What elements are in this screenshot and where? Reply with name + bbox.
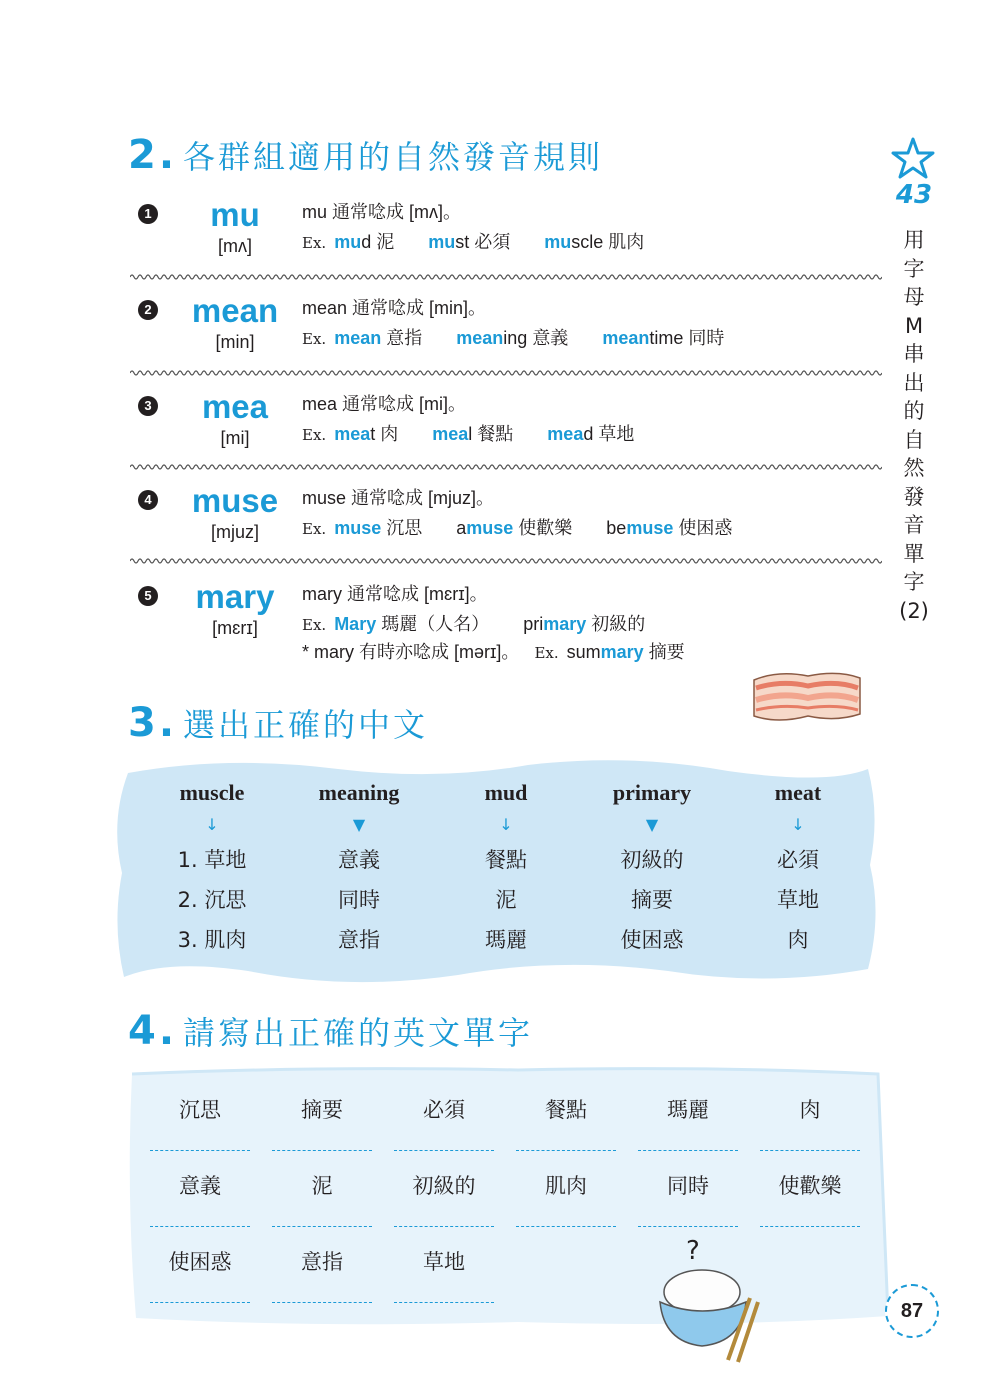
example-highlight: mary (600, 642, 644, 662)
rule-ipa: [mi] (220, 428, 250, 448)
rule-description: mean 通常唸成 [min]。 (302, 298, 487, 318)
rule-note (302, 638, 685, 664)
rule-ipa: [min] (215, 332, 255, 352)
rule-letter-group: mean (191, 292, 279, 329)
example-word (334, 228, 394, 254)
example-meaning: 使困惑 (678, 518, 733, 538)
prompt-word: 泥 (311, 1174, 333, 1198)
wavy-divider (130, 368, 882, 378)
answer-blank[interactable] (150, 1226, 250, 1227)
answer-blank[interactable] (394, 1150, 494, 1151)
example-suffix: st (455, 232, 470, 252)
example-meaning: 草地 (598, 424, 635, 444)
choice-word: muscle (179, 780, 245, 805)
ex-label: Ex. (534, 644, 559, 662)
prompt-word: 肌肉 (545, 1174, 587, 1198)
prompt-word: 摘要 (301, 1098, 343, 1122)
wavy-divider (130, 272, 882, 282)
choice-word: primary (612, 780, 692, 805)
choice-option[interactable]: 3. 肌肉 (177, 928, 247, 952)
prompt-word: 初級的 (412, 1174, 476, 1198)
rule-examples (302, 610, 679, 636)
down-arrow-icon: ↓ (791, 815, 805, 834)
example-word (334, 610, 489, 636)
example-meaning: 肌肉 (608, 232, 645, 252)
example-highlight: mu (334, 232, 362, 252)
choice-option[interactable]: 初級的 (620, 848, 684, 872)
rule-letter-group: mu (210, 196, 260, 233)
prompt-word: 沉思 (179, 1098, 221, 1122)
choice-column-mud (436, 780, 576, 960)
example-word (606, 514, 732, 540)
example-meaning: 意義 (532, 328, 569, 348)
prompt-word: 餐點 (545, 1098, 587, 1122)
answer-blank[interactable] (394, 1226, 494, 1227)
answer-blank[interactable] (516, 1226, 616, 1227)
unit-title-char: 字 (903, 256, 925, 281)
unit-title-char: 發 (903, 484, 925, 509)
star-icon (890, 136, 936, 182)
example-word (334, 324, 422, 350)
unit-title-char: 音 (903, 513, 925, 537)
example-suffix: time (649, 328, 684, 348)
question-mark: ? (686, 1236, 700, 1266)
example-highlight: muse (466, 518, 514, 538)
section-4-title: 4. 請寫出正確的英文單字 (128, 1008, 534, 1054)
unit-title-char: 母 (903, 285, 925, 309)
choice-option[interactable]: 意義 (338, 848, 380, 872)
example-prefix: be (606, 518, 627, 538)
example-highlight: Mary (334, 614, 377, 634)
rule-examples (302, 228, 678, 254)
example-highlight: muse (334, 518, 382, 538)
choice-option[interactable]: 2. 沉思 (177, 888, 247, 912)
example-word (456, 324, 568, 350)
unit-title-char: 然 (903, 456, 925, 480)
example-meaning: 肉 (380, 424, 399, 444)
answer-blank[interactable] (394, 1302, 494, 1303)
unit-title-char: 自 (903, 427, 925, 452)
choice-column-muscle (142, 780, 282, 960)
example-word (428, 228, 510, 254)
choice-option[interactable]: 泥 (495, 888, 517, 912)
example-suffix: d (583, 424, 594, 444)
rule-ipa: [mɛrɪ] (212, 618, 258, 638)
rule-description: mu 通常唸成 [mʌ]。 (302, 202, 462, 222)
ex-label: Ex. (302, 520, 327, 538)
example-prefix: sum (566, 642, 601, 662)
example-highlight: mean (602, 328, 650, 348)
answer-blank[interactable] (516, 1150, 616, 1151)
example-word (334, 514, 422, 540)
rule-number-badge: 2 (138, 300, 158, 320)
choice-option[interactable]: 肉 (787, 928, 809, 952)
bacon-illustration (748, 664, 866, 730)
rule-examples (302, 324, 758, 350)
unit-title-char: 單 (903, 541, 925, 566)
example-meaning: 初級的 (591, 614, 646, 634)
answer-blank[interactable] (150, 1302, 250, 1303)
note-text: * mary 有時亦唸成 [mərɪ]。 (302, 642, 520, 662)
prompt-word: 使歡樂 (778, 1174, 842, 1198)
prompt-word: 使困惑 (168, 1250, 232, 1274)
choice-option[interactable]: 摘要 (631, 888, 673, 912)
rule-ipa: [mʌ] (218, 236, 252, 256)
example-word (523, 610, 645, 636)
rule-description: muse 通常唸成 [mjuz]。 (302, 488, 495, 508)
wavy-divider (130, 556, 882, 566)
example-highlight: muse (626, 518, 674, 538)
example-meaning: 餐點 (477, 424, 514, 444)
answer-blank[interactable] (760, 1226, 860, 1227)
ex-label: Ex. (302, 234, 327, 252)
answer-blank[interactable] (638, 1150, 738, 1151)
prompt-word: 意義 (179, 1174, 221, 1198)
section-3-title: 3. 選出正確的中文 (128, 700, 429, 746)
example-highlight: mea (334, 424, 371, 444)
answer-blank[interactable] (638, 1226, 738, 1227)
example-highlight: mu (544, 232, 572, 252)
example-highlight: mea (547, 424, 584, 444)
rule-description: mary 通常唸成 [mɛrɪ]。 (302, 584, 488, 604)
example-meaning: 必須 (474, 232, 511, 252)
example-suffix: t (370, 424, 376, 444)
choice-option[interactable]: 餐點 (485, 848, 527, 872)
ex-label: Ex. (302, 330, 327, 348)
rice-bowl-illustration (654, 1262, 764, 1366)
unit-title-char: M (904, 313, 924, 338)
prompt-word: 必須 (423, 1098, 465, 1122)
example-suffix: scle (571, 232, 604, 252)
wavy-divider (130, 462, 882, 472)
unit-title-char: 串 (903, 342, 925, 366)
example-highlight: mean (334, 328, 382, 348)
rule-number-badge: 1 (138, 204, 158, 224)
rule-number-badge: 3 (138, 396, 158, 416)
example-meaning: 使歡樂 (518, 518, 573, 538)
down-arrow-icon: ↓ (205, 815, 219, 834)
example-meaning: 意指 (386, 328, 423, 348)
prompt-word: 意指 (301, 1250, 343, 1274)
example-suffix: ing (503, 328, 528, 348)
example-prefix: a (456, 518, 467, 538)
example-meaning: 泥 (376, 232, 395, 252)
choice-option[interactable]: 草地 (777, 888, 819, 912)
example-highlight: mean (456, 328, 504, 348)
choice-word: mud (484, 780, 528, 805)
choice-word: meat (774, 780, 822, 805)
prompt-word: 瑪麗 (667, 1098, 709, 1122)
example-word (544, 228, 644, 254)
example-suffix: l (468, 424, 473, 444)
ex-label: Ex. (302, 426, 327, 444)
unit-title-vertical (896, 226, 932, 625)
rule-letter-group: mea (201, 388, 269, 425)
choice-column-meaning (289, 780, 429, 960)
example-word (432, 420, 513, 446)
example-word (602, 324, 724, 350)
example-meaning: 同時 (688, 328, 725, 348)
choice-option[interactable]: 同時 (338, 888, 380, 912)
answer-blank[interactable] (150, 1150, 250, 1151)
rule-examples (302, 514, 766, 540)
example-meaning: 瑪麗（人名） (381, 614, 490, 634)
example-highlight: mary (543, 614, 587, 634)
ex-label: Ex. (302, 616, 327, 634)
down-arrow-icon: ↓ (499, 815, 513, 834)
unit-title-char: 的 (903, 399, 925, 423)
rule-letter-group: muse (191, 482, 279, 519)
prompt-word: 肉 (799, 1098, 821, 1122)
example-suffix: d (361, 232, 372, 252)
unit-title-char: 出 (903, 370, 925, 395)
choice-option[interactable]: 意指 (338, 928, 380, 952)
prompt-word: 同時 (667, 1174, 709, 1198)
rule-ipa: [mjuz] (210, 522, 259, 542)
answer-blank[interactable] (272, 1226, 372, 1227)
section-2-title: 2. 各群組適用的自然發音規則 (128, 132, 604, 178)
page-number: 87 (885, 1284, 939, 1338)
unit-title-char: 用 (903, 228, 925, 252)
example-word (456, 514, 572, 540)
down-arrow-icon: ▼ (352, 815, 366, 834)
example-prefix: pri (523, 614, 544, 634)
choice-option[interactable]: 使困惑 (620, 928, 684, 952)
choice-option[interactable]: 必須 (777, 848, 819, 872)
example-highlight: mu (428, 232, 456, 252)
unit-title-char: 字 (903, 570, 925, 594)
example-word (334, 420, 398, 446)
prompt-word: 草地 (423, 1250, 465, 1274)
example-word (547, 420, 634, 446)
choice-column-primary (582, 780, 722, 960)
choice-option[interactable]: 1. 草地 (177, 848, 247, 872)
example-highlight: mea (432, 424, 469, 444)
rule-number-badge: 5 (138, 586, 158, 606)
answer-blank[interactable] (272, 1150, 372, 1151)
unit-title-char: (2) (899, 598, 929, 623)
example-meaning: 摘要 (648, 642, 685, 662)
choice-column-meat (728, 780, 868, 960)
choice-word: meaning (318, 780, 400, 805)
rule-letter-group: mary (195, 578, 275, 615)
example-meaning: 沉思 (386, 518, 423, 538)
choice-option[interactable]: 瑪麗 (485, 928, 527, 952)
answer-blank[interactable] (272, 1302, 372, 1303)
answer-blank[interactable] (760, 1150, 860, 1151)
rule-description: mea 通常唸成 [mi]。 (302, 394, 467, 414)
rule-number-badge: 4 (138, 490, 158, 510)
down-arrow-icon: ▼ (645, 815, 659, 834)
rule-5 (130, 578, 890, 670)
rule-examples (302, 420, 668, 446)
unit-number: 43 (895, 180, 933, 210)
